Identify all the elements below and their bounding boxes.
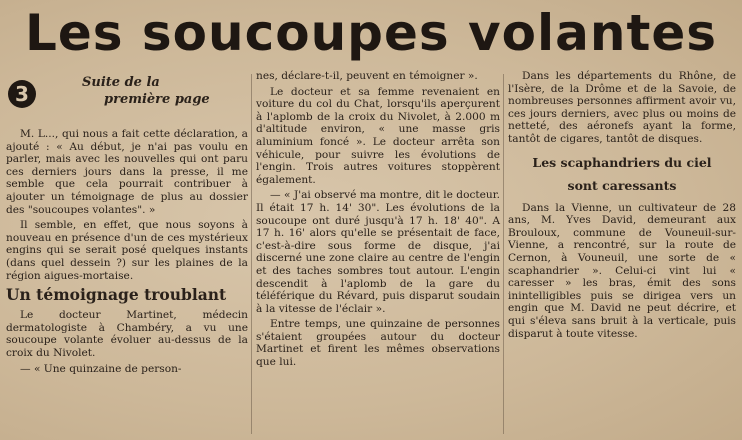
page-number-badge: 3 <box>8 80 36 108</box>
subheading <box>508 154 736 194</box>
subheading-line-2: sont caressants <box>567 177 677 193</box>
column-divider <box>503 74 504 434</box>
subheading: Un témoignage troublant <box>6 285 227 305</box>
paragraph: — « Une quinzaine de person- <box>20 362 182 375</box>
paragraph: Dans les départements du Rhône, de l'Isère, de la Drôme et de la Savoie, de nombreuses personnes affirment avoir vu, ces jours derniers, avec plus ou moins de netteté, des aéronefs ayant la forme, tantôt de cigares, tantôt de disques. <box>508 70 736 145</box>
paragraph: Le docteur Martinet, médecin dermatologiste à Chambéry, a vu une soucoupe volante évoluer au-dessus de la croix du Nivolet. <box>6 309 248 359</box>
subheading-line-1: Les scaphandriers du ciel <box>532 154 712 170</box>
kicker-line-1: Suite de la <box>82 75 160 90</box>
continuation-kicker <box>82 74 242 108</box>
paragraph: M. L..., qui nous a fait cette déclaration, a ajouté : « Au début, je n'ai pas voulu en parler, mais avec les nouvelles qui ont paru ces derniers jours dans la presse, il me semble que cela pourrait contribuer à ajouter un témoignage de plus au dossier des "soucoupes volantes". » <box>6 128 248 216</box>
column-3 <box>508 70 736 343</box>
paragraph: nes, déclare-t-il, peuvent en témoigner ». <box>256 70 478 82</box>
column-1 <box>6 70 248 378</box>
article-headline: Les soucoupes volantes <box>24 4 718 62</box>
paragraph: Il semble, en effet, que nous soyons à nouveau en présence d'un de ces mystérieux engins qui se serait posé quelques instants (dans quel dessein ?) sur les plaines de la région aigues-mortaise. <box>6 219 248 282</box>
paragraph: Dans la Vienne, un cultivateur de 28 ans, M. Yves David, demeurant aux Brouloux, commune de Vouneuil-sur-Vienne, a rencontré, sur la route de Cernon, à Vouneuil, une sorte de « scaphandrier ». Celui-ci vint lui « caresser » les bras, émit des sons inintelligibles puis se dirigea vers un engin que M. David ne peut décrire, et qui s'éleva sans bruit à la verticale, puis disparut à toute vitesse. <box>508 201 736 340</box>
continuation-lead <box>6 70 248 124</box>
paragraph: — « J'ai observé ma montre, dit le docteur. Il était 17 h. 14' 30". Les évolutions de la soucoupe ont duré jusqu'à 17 h. 18' 40". A 17 h. 16' alors qu'elle se présentait de face, c'est-à-dire sous forme de disque, j'ai discerné une zone claire au centre de l'engin et des taches sombres tout autour. L'engin descendit à l'aplomb de la gare du téléférique du Révard, puis disparut soudain à la vitesse de l'éclair ». <box>256 189 500 315</box>
column-2 <box>256 70 500 372</box>
paragraph: Entre temps, une quinzaine de personnes s'étaient groupées autour du docteur Martinet et firent les mêmes observations que lui. <box>256 318 500 369</box>
column-divider <box>251 74 252 434</box>
paragraph: Le docteur et sa femme revenaient en voiture du col du Chat, lorsqu'ils aperçurent à l'aplomb de la croix du Nivolet, à 2.000 m d'altitude environ, « une masse gris aluminium foncé ». Le docteur arrêta son véhicule, pour suivre les évolutions de l'engin. Trois autres voitures stoppèrent également. <box>256 85 500 186</box>
kicker-line-2: première page <box>104 92 210 107</box>
